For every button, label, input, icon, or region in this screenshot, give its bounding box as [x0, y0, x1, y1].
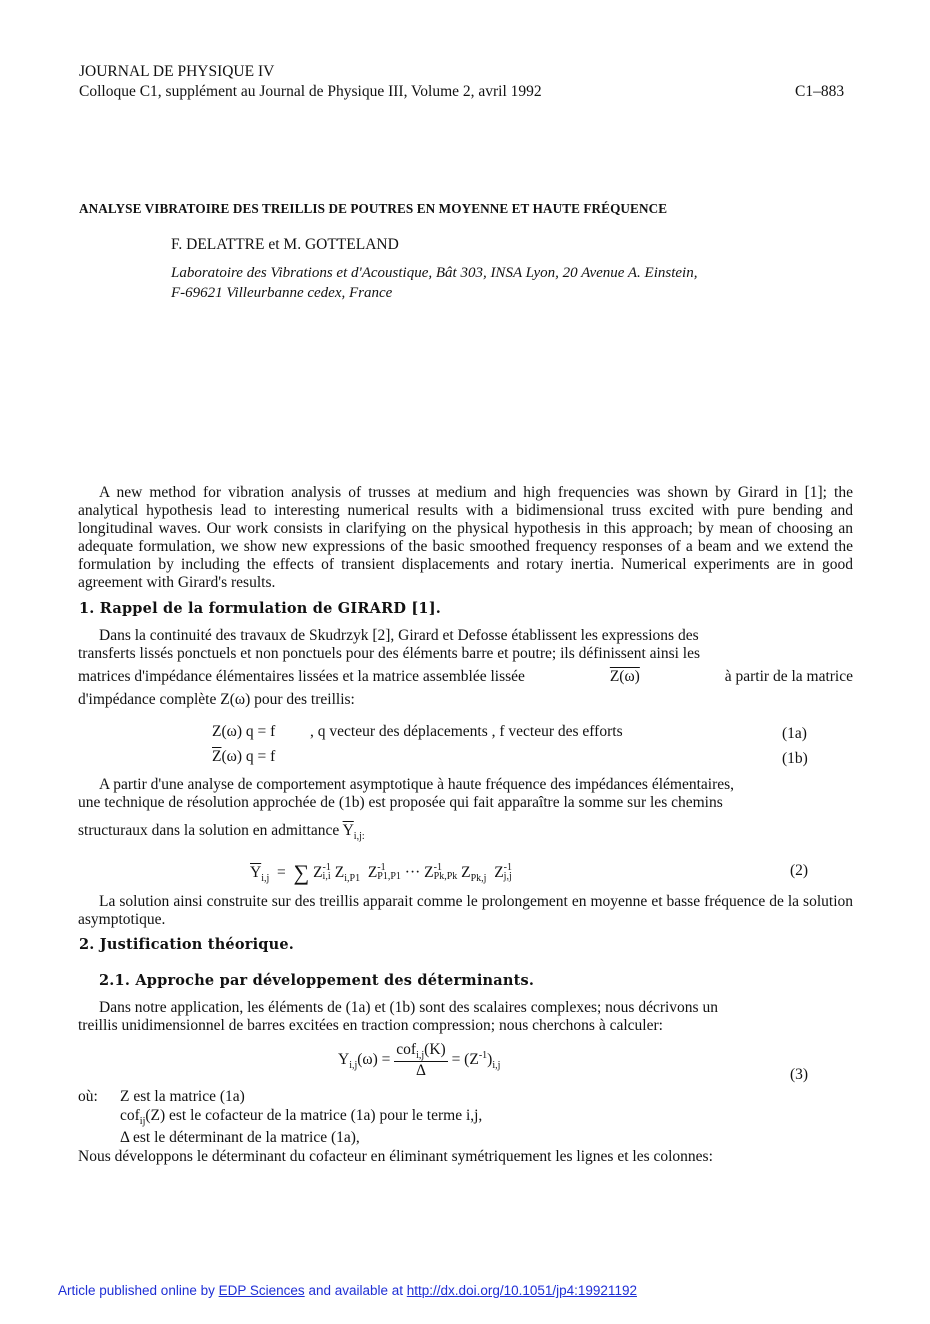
authors: F. DELATTRE et M. GOTTELAND: [171, 236, 399, 253]
affiliation-line-2: F-69621 Villeurbanne cedex, France: [171, 285, 393, 301]
equation-2: [250, 860, 512, 886]
eq2-t3-sub: P1,P1: [377, 871, 401, 882]
eq2-t1-sup: -1: [322, 862, 331, 873]
section-1-paragraph-1: [78, 627, 853, 663]
s1-p1-line-4: d'impédance complète Z(ω) pour des treillis:: [78, 691, 355, 708]
eq3-num-arg: (K): [424, 1041, 446, 1058]
abstract-text: A new method for vibration analysis of trusses at medium and high frequencies was shown by Girard in [1]; the analytical hypothesis lead to interesting numerical results with a bidimensional truss excited with pure bending and longitudinal waves. Our work consists in clarifying on the physical hypothesis in this approach; by mean of choosing an adequate formulation, we show new expressions of the basic smoothed frequency responses of a beam and we extend the formulation by including the effects of transient displacements and rotary inertia. Numerical experiments are in good agreement with Girard's results.: [78, 484, 853, 591]
eq3-lhs-arg: (ω) =: [357, 1051, 391, 1069]
where-item-2-sub: ij: [139, 1116, 146, 1128]
eq3-rhs-sub: i,j: [492, 1060, 501, 1072]
affiliation-line-1: Laboratoire des Vibrations et d'Acoustique, Bât 303, INSA Lyon, 20 Avenue A. Einstein,: [171, 265, 698, 281]
eq2-t6: Z: [494, 864, 504, 881]
eq2-t6-sup: -1: [503, 862, 513, 873]
eq2-y: $\overline{Y}$: [250, 864, 262, 881]
equation-1b-z: $\overline{Z}$: [212, 748, 222, 765]
eq3-num-cof: cof: [396, 1041, 417, 1058]
where-item-2: [120, 1107, 482, 1131]
equation-3-number: (3): [790, 1066, 809, 1083]
colloque-line: Colloque C1, supplément au Journal de Physique III, Volume 2, avril 1992: [79, 83, 542, 100]
s1-p1-line-3: [78, 668, 853, 686]
s2-p1-line-2: treillis unidimensionnel de barres excitées en traction compression; nous cherchons à calculer:: [78, 1017, 663, 1034]
where-item-2-a: cof: [120, 1107, 140, 1124]
eq2-t3: Z: [367, 864, 378, 881]
smoothed-impedance-symbol: Z(ω): [609, 668, 640, 685]
journal-name: JOURNAL DE PHYSIQUE IV: [79, 63, 275, 80]
eq3-rhs-a: = (Z: [451, 1051, 479, 1069]
paper-title: ANALYSE VIBRATOIRE DES TREILLIS DE POUTRES EN MOYENNE ET HAUTE FRÉQUENCE: [79, 201, 668, 216]
abstract: [78, 484, 853, 592]
s1-p2-line-3: [78, 822, 365, 846]
equation-1a-lhs: Z(ω) q = f: [212, 723, 276, 740]
eq2-t4: Z: [424, 864, 434, 881]
section-1-paragraph-2: [78, 776, 853, 812]
equation-1b-rest: (ω) q = f: [221, 748, 276, 765]
eq3-lhs: Y: [338, 1051, 350, 1069]
eq3-rhs-b: ): [487, 1051, 493, 1069]
section-2-last-line: Nous développons le déterminant du cofacteur en éliminant symétriquement les lignes et les colonnes:: [78, 1148, 713, 1165]
eq3-denominator: Δ: [416, 1062, 426, 1080]
section-2-1-heading: 2.1. Approche par développement des déterminants.: [99, 972, 535, 989]
s1-p1-line-3a: matrices d'impédance élémentaires lissées et la matrice assemblée lissée: [78, 668, 525, 685]
eq2-t1: Z: [313, 864, 323, 881]
eq2-t2: Z: [334, 864, 345, 881]
s2-p1-line-1: Dans notre application, les éléments de (1a) et (1b) sont des scalaires complexes; nous décrivons un: [99, 999, 718, 1016]
eq3-numerator: [394, 1041, 447, 1062]
section-1-heading: 1. Rappel de la formulation de GIRARD [1].: [79, 600, 442, 617]
sum-symbol: ∑: [293, 860, 310, 885]
footer-mid: and available at: [308, 1283, 404, 1298]
s1-p1-line-3b: à partir de la matrice: [724, 668, 853, 685]
s1-p1-line-2: transferts lissés ponctuels et non ponctuels pour des éléments barre et poutre; ils définissent ainsi les: [78, 645, 701, 662]
eq3-rhs-sup: -1: [478, 1049, 488, 1061]
footer: [58, 1283, 637, 1298]
eq2-t2-sub: i,P1: [344, 873, 361, 885]
eq3-lhs-sub: i,j: [349, 1060, 358, 1072]
eq3-num-sub: i,j: [416, 1050, 425, 1062]
eq2-dots: ···: [404, 864, 421, 881]
eq3-fraction: [394, 1041, 447, 1080]
s1-p2-line-2: une technique de résolution approchée de (1b) est proposée qui fait apparaître la somme sur les chemins: [78, 794, 723, 811]
s1-p2-line-1: A partir d'une analyse de comportement asymptotique à haute fréquence des impédances élémentaires,: [99, 776, 735, 793]
equation-1a-number: (1a): [782, 725, 807, 742]
section-2-heading: 2. Justification théorique.: [79, 936, 295, 953]
doi-link[interactable]: http://dx.doi.org/10.1051/jp4:19921192: [406, 1283, 637, 1298]
footer-pre: Article published online by: [58, 1283, 215, 1298]
eq2-t4-sub: Pk,Pk: [433, 871, 458, 882]
eq2-t5: Z: [461, 864, 471, 881]
eq2-t4-sup: -1: [433, 862, 442, 873]
equation-1b: [212, 748, 275, 766]
eq2-t5-sub: Pk,j: [470, 873, 487, 885]
equation-1a-rhs: , q vecteur des déplacements , f vecteur des efforts: [310, 723, 623, 740]
section-2-paragraph-1: [78, 999, 853, 1035]
admittance-subscript: i,j:: [353, 831, 365, 843]
eq2-t6-sub: j,j: [503, 871, 512, 882]
s1-p1-line-1: Dans la continuité des travaux de Skudrzyk [2], Girard et Defosse établissent les expressions des: [99, 627, 699, 644]
admittance-symbol: $\overline{Y}$: [342, 822, 354, 839]
eq2-equals: =: [277, 864, 286, 881]
s1-p2-line-3-text: structuraux dans la solution en admittance: [78, 822, 340, 839]
page-reference: C1–883: [795, 83, 845, 100]
section-1-paragraph-3: La solution ainsi construite sur des treillis apparait comme le prolongement en moyenne et basse fréquence de la solution asymptotique.: [78, 893, 853, 928]
eq2-t3-sup: -1: [377, 862, 386, 873]
where-item-2-b: (Z) est le cofacteur de la matrice (1a) pour le terme i,j,: [145, 1107, 483, 1124]
where-label: où:: [78, 1088, 98, 1105]
where-item-3: Δ est le déterminant de la matrice (1a),: [120, 1129, 360, 1146]
where-item-1: Z est la matrice (1a): [120, 1088, 245, 1105]
eq2-y-sub: i,j: [261, 873, 270, 885]
equation-1b-number: (1b): [782, 750, 808, 767]
publisher-link[interactable]: EDP Sciences: [218, 1283, 305, 1298]
eq2-t1-sub: i,i: [322, 871, 331, 882]
equation-3: [338, 1041, 500, 1080]
equation-2-number: (2): [790, 862, 809, 879]
